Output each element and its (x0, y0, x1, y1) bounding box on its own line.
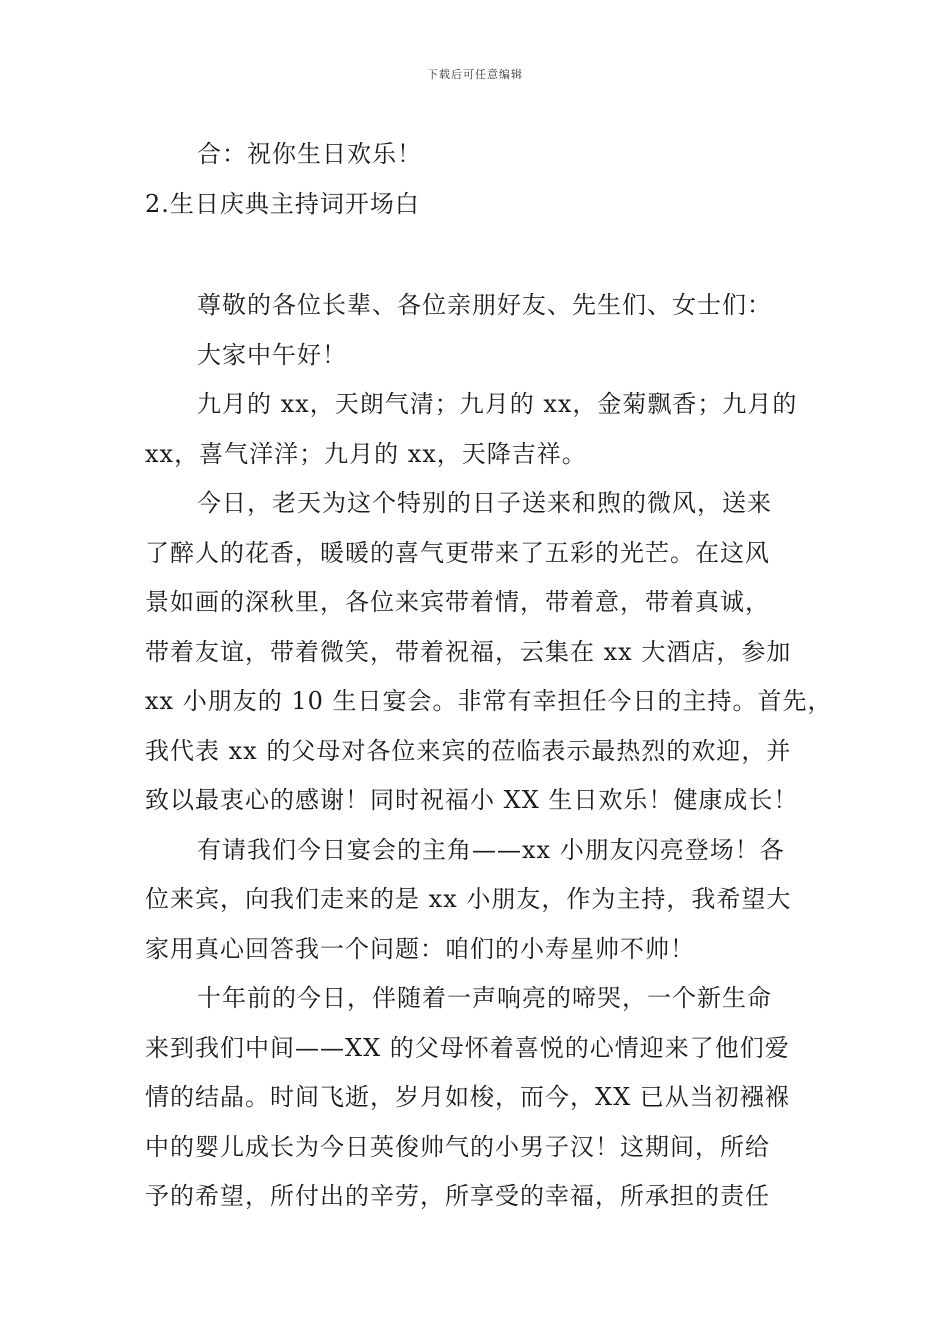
section-heading: 2.生日庆典主持词开场白 (145, 189, 420, 218)
text-line: xx，喜气洋洋；九月的 xx，天降吉祥。 (145, 439, 587, 468)
text-line: 十年前的今日，伴随着一声响亮的啼哭，一个新生命 (197, 984, 772, 1012)
text-line: 大家中午好！ (197, 340, 347, 369)
text-line: 致以最衷心的感谢！同时祝福小 XX 生日欢乐！健康成长！ (145, 786, 799, 814)
text-line: 我代表 xx 的父母对各位来宾的莅临表示最热烈的欢迎，并 (145, 736, 792, 765)
text-line: 有请我们今日宴会的主角——xx 小朋友闪亮登场！各 (197, 835, 785, 864)
text-line: 情的结晶。时间飞逝，岁月如梭，而今，XX 已从当初襁褓 (145, 1083, 790, 1111)
document-body (145, 130, 833, 1222)
text-line: 今日，老天为这个特别的日子送来和煦的微风，送来 (197, 489, 772, 517)
text-line: 景如画的深秋里，各位来宾带着情，带着意，带着真诚， (145, 588, 770, 616)
text-line: 了醉人的花香，暖暖的喜气更带来了五彩的光芒。在这风 (145, 538, 770, 567)
text-line: 中的婴儿成长为今日英俊帅气的小男子汉！这期间，所给 (145, 1132, 770, 1161)
page-header-note: 下载后可任意编辑 (427, 68, 523, 81)
blank-gap (145, 229, 825, 281)
text-line: 予的希望，所付出的辛劳，所享受的幸福，所承担的责任 (145, 1182, 770, 1210)
text-line: 位来宾，向我们走来的是 xx 小朋友，作为主持，我希望大 (145, 885, 792, 913)
text-line: 合：祝你生日欢乐！ (197, 140, 422, 168)
text-line: 来到我们中间——XX 的父母怀着喜悦的心情迎来了他们爱 (145, 1033, 790, 1062)
text-line: 带着友谊，带着微笑，带着祝福，云集在 xx 大酒店，参加 (145, 637, 792, 666)
text-line: 家用真心回答我一个问题：咱们的小寿星帅不帅！ (145, 934, 695, 963)
text-line: 九月的 xx，天朗气清；九月的 xx，金菊飘香；九月的 (197, 390, 798, 418)
text-line: 尊敬的各位长辈、各位亲朋好友、先生们、女士们： (197, 291, 772, 319)
text-line: xx 小朋友的 10 生日宴会。非常有幸担任今日的主持。首先， (145, 687, 833, 715)
